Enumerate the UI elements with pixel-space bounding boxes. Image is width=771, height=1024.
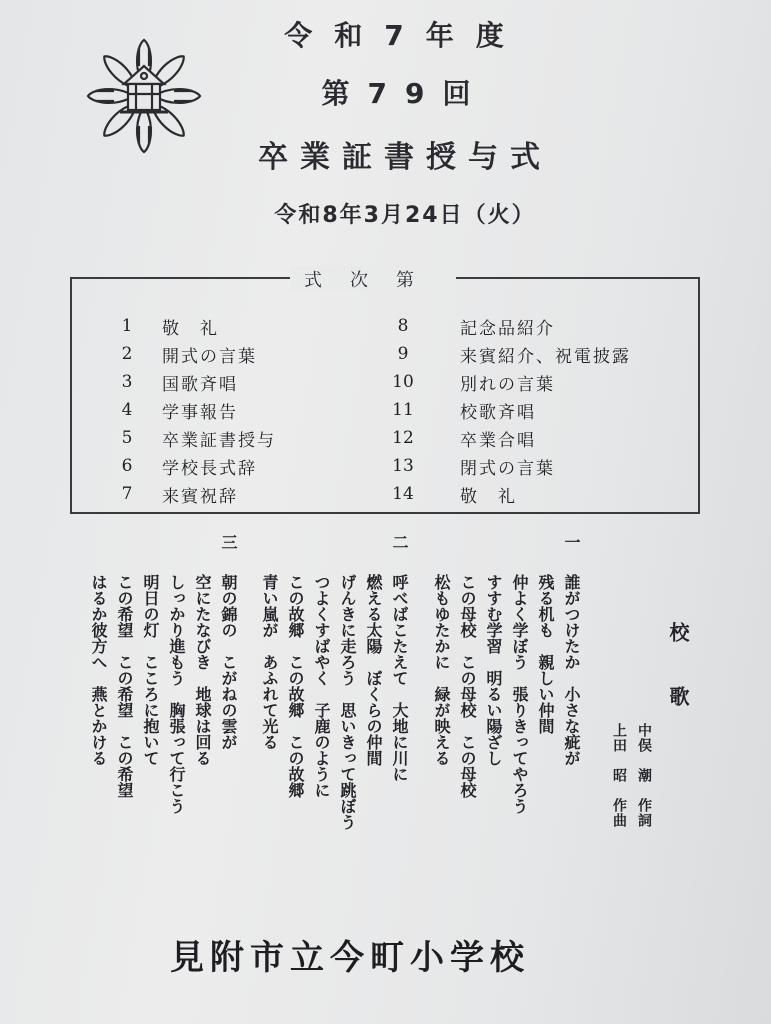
verse-line: この故郷 この故郷 この故郷 [286, 574, 305, 798]
program-item-label: 記念品紹介 [460, 318, 555, 339]
program-item [386, 396, 631, 424]
verse-line: 明日の灯 こころに抱いて [141, 574, 160, 766]
ceremony-date: 令和8年3月24日（火） [274, 203, 536, 228]
program-item-number: 4 [121, 400, 133, 420]
verse-line: 残る机も 親しい仲間 [536, 574, 555, 734]
program-item [386, 340, 631, 368]
program-item-label: 学事報告 [162, 402, 238, 423]
program-item-number: 3 [121, 372, 133, 392]
verse-number: 二 [390, 534, 409, 550]
program-item-number: 1 [121, 316, 133, 336]
program-item-number: 6 [121, 456, 133, 476]
school-song-title: 校 歌 [666, 622, 690, 718]
program-item [92, 424, 276, 452]
program-item-label: 来賓祝辞 [162, 486, 238, 507]
verse-line: つよくすばやく 子鹿のように [312, 574, 331, 798]
program-item-label: 開式の言葉 [162, 346, 257, 367]
program-item-label: 学校長式辞 [162, 458, 257, 479]
program-item-label: 閉式の言葉 [460, 458, 555, 479]
verse-line: 松もゆたかに 緑が映える [432, 574, 451, 766]
song-lyricist: 中俣 潮 作詞 [636, 723, 652, 828]
program-item-label: 校歌斉唱 [460, 402, 536, 423]
program-item-label: 国歌斉唱 [162, 374, 238, 395]
verse-line: 空にたなびき 地球は回る [193, 574, 212, 766]
program-item-number: 10 [392, 372, 414, 392]
program-item-label: 卒業証書授与 [162, 430, 276, 451]
program-item [386, 312, 631, 340]
program-item-number: 11 [392, 400, 414, 420]
program-title: 式次第 [290, 266, 456, 292]
verse-line: 燃える太陽 ぼくらの仲間 [364, 574, 383, 766]
song-composer: 上田 昭 作曲 [611, 723, 627, 828]
verse-line: すすむ学習 明るい陽ざし [484, 574, 503, 766]
school-emblem-icon [84, 36, 204, 156]
program-column-left [92, 312, 276, 508]
ceremony-title: 卒業証書授与式 [258, 140, 552, 175]
program-item [386, 424, 631, 452]
program-item [386, 480, 631, 508]
program-item-number: 5 [121, 428, 133, 448]
school-name: 見附市立今町小学校 [170, 938, 530, 978]
program-item [92, 368, 276, 396]
program-item [386, 368, 631, 396]
verse-line: この母校 この母校 この母校 [458, 574, 477, 798]
verse-line: 呼べばこたえて 大地に川に [390, 574, 409, 782]
verse-number: 一 [562, 534, 581, 550]
program-column-right [386, 312, 631, 508]
program-item-number: 13 [392, 456, 414, 476]
verse-line: 誰がつけたか 小さな疵が [562, 574, 581, 766]
program-item-label: 敬 礼 [460, 486, 517, 507]
program-item-label: 卒業合唱 [460, 430, 536, 451]
program-item-number: 9 [397, 344, 409, 364]
fiscal-year-heading: 令和7年度 [284, 19, 526, 52]
program-item-number: 2 [121, 344, 133, 364]
program-item-label: 別れの言葉 [460, 374, 555, 395]
ceremony-number-heading: 第79回 [321, 77, 489, 110]
program-item-number: 8 [397, 316, 409, 336]
program-item [92, 312, 276, 340]
verse-number: 三 [219, 534, 238, 550]
program-item [92, 396, 276, 424]
verse-line: 仲よく学ぼう 張りきってやろう [510, 574, 529, 814]
program-item-label: 来賓紹介、祝電披露 [460, 346, 631, 367]
program-item-number: 14 [392, 484, 414, 504]
verse-line: この希望 この希望 この希望 [115, 574, 134, 798]
program-item-number: 12 [392, 428, 414, 448]
verse-line: はるか彼方へ 燕とかける [89, 574, 108, 766]
program-item-label: 敬 礼 [162, 318, 219, 339]
program-item [92, 340, 276, 368]
program-item-number: 7 [121, 484, 133, 504]
verse-line: 朝の錦の こがねの雲が [219, 574, 238, 750]
verse-line: しっかり進もう 胸張って行こう [167, 574, 186, 814]
verse-line: 青い嵐が あふれて光る [260, 574, 279, 750]
verse-line: げんきに走ろう 思いきって跳ぼう [338, 574, 357, 830]
program-item [92, 480, 276, 508]
program-item [386, 452, 631, 480]
program-item [92, 452, 276, 480]
